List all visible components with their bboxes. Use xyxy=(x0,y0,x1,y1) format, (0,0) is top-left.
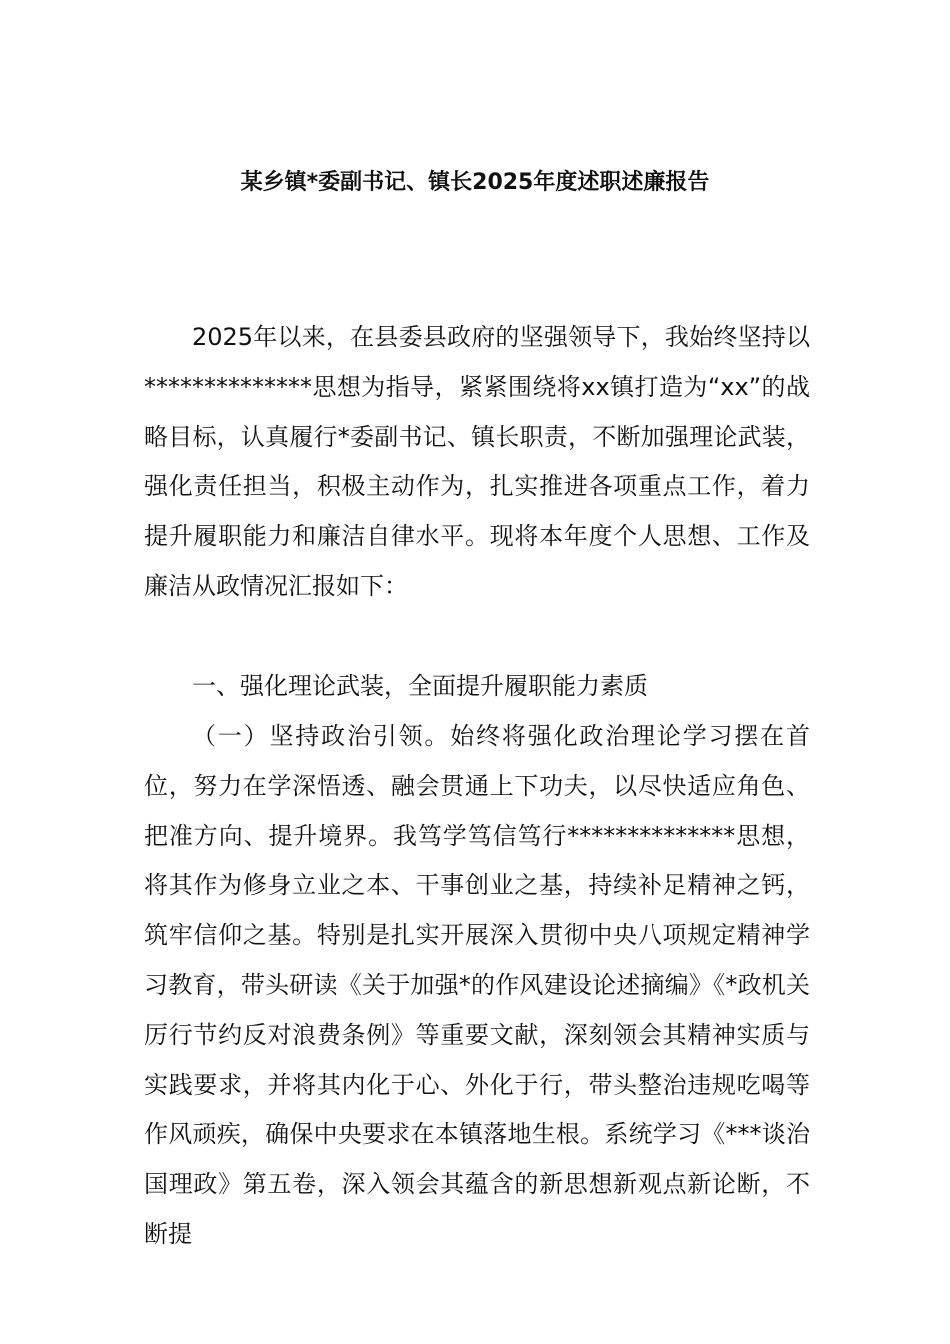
document-title: 某乡镇*委副书记、镇长2025年度述职述廉报告 xyxy=(240,169,710,195)
section-heading-1: 一、强化理论武装，全面提升履职能力素质 xyxy=(192,672,648,700)
intro-paragraph: 2025年以来，在县委县政府的坚强领导下，我始终坚持以**************思想为指导，紧紧围绕将xx镇打造为“xx”的战略目标，认真履行*委副书记、镇长职责，不断加强理论武装，强化责任担当，积极主动作为，扎实推进各项重点工作，着力提升履职能力和廉洁自律水平。现将本年度个人思想、工作及廉洁从政情况汇报如下： xyxy=(144,323,810,600)
section-paragraph-1-1: （一）坚持政治引领。始终将强化政治理论学习摆在首位，努力在学深悟透、融会贯通上下功夫，以尽快适应角色、把准方向、提升境界。我笃学笃信笃行**************思想，将其作为修身立业之本、干事创业之基，持续补足精神之钙，筑牢信仰之基。特别是扎实开展深入贯彻中央八项规定精神学习教育，带头研读《关于加强*的作风建设论述摘编》《*政机关厉行节约反对浪费条例》等重要文献，深刻领会其精神实质与实践要求，并将其内化于心、外化于行，带头整治违规吃喝等作风顽疾，确保中央要求在本镇落地生根。系统学习《***谈治国理政》第五卷，深入领会其蕴含的新思想新观点新论断，不断提 xyxy=(144,722,810,1248)
